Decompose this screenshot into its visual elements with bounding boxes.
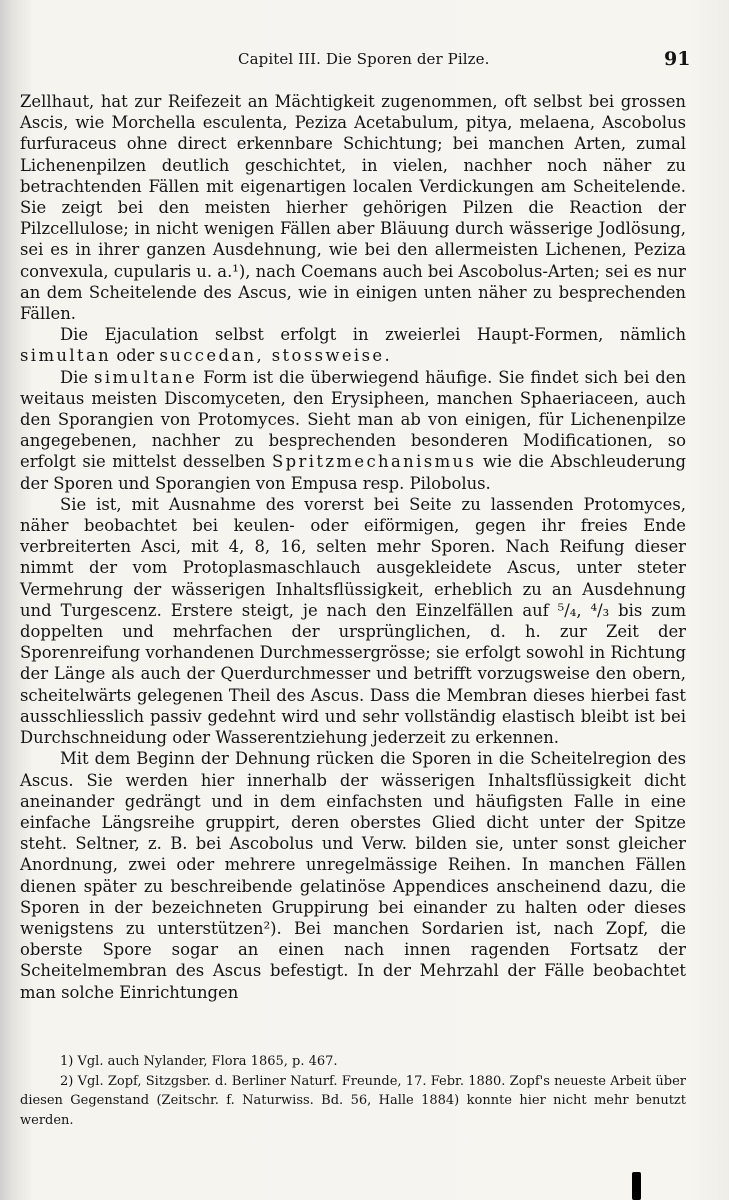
paragraph-2-text-b: oder [111, 346, 160, 366]
paragraph-3-text-c: wie die Abschleuderung der Sporen und Sporangien von Empusa resp. Pilobolus. [20, 452, 686, 493]
footnotes [20, 1052, 686, 1130]
page-number: 91 [664, 48, 691, 70]
main-text [20, 91, 686, 1003]
paragraph-2-text-a: Die Ejaculation selbst erfolgt in zweierlei Haupt-Formen, nämlich [60, 325, 686, 345]
paragraph-4: Sie ist, mit Ausnahme des vorerst bei Seite zu lassenden Protomyces, näher beobachtet bei keulen- oder eiförmigen, gegen ihr freies Ende verbreiterten Asci, mit 4, 8, 16, selten mehr Sporen. Nach Reifung dieser nimmt der vom Protoplasmaschlauch ausgekleidete Ascus, unter steter Vermehrung der wässerigen Inhaltsflüssigkeit, erheblich zu an Ausdehnung und Turgescenz. Erstere steigt, je nach den Einzelfällen auf ⁵/₄, ⁴/₃ bis zum doppelten und mehrfachen der ursprünglichen, d. h. zur Zeit der Sporenreifung vorhandenen Durchmessergrösse; sie erfolgt sowohl in Richtung der Länge als auch der Querdurchmesser und betrifft vorzugsweise den obern, scheitelwärts gelegenen Theil des Ascus. Dass die Membran dieses hierbei fast ausschliesslich passiv gedehnt wird und sehr vollständig elastisch bleibt ist bei Durchschneidung oder Wasserentziehung jederzeit zu erkennen. [20, 494, 686, 748]
paragraph-3-text-b: Form ist die überwiegend häufige. Sie findet sich bei den weitaus meisten Discomyceten, den Erysipheen, manchen Sphaeriaceen, auch den Sporangien von Protomyces. Sieht man ab von einigen, für Lichenenpilze angegebenen, nachher zu besprechenden besonderen Modificationen, so erfolgt sie mittelst desselben [20, 367, 687, 472]
footnote-1: 1) Vgl. auch Nylander, Flora 1865, p. 467. [60, 1054, 338, 1069]
spaced-term-simultane: simultane [94, 367, 198, 387]
paragraph-1: Zellhaut, hat zur Reifezeit an Mächtigkeit zugenommen, oft selbst bei grossen Ascis, wie Morchella esculenta, Peziza Acetabulum, pitya, melaena, Ascobolus furfuraceus ohne direct erkennbare Schichtung; bei manchen Arten, zumal Lichenenpilzen deutlich geschichtet, in vielen, nachher noch näher zu betrachtenden Fällen mit eigenartigen localen Verdickungen am Scheitelende. Sie zeigt bei den meisten hierher gehörigen Pilzen die Reaction der Pilzcellulose; in nicht wenigen Fällen aber Bläuung durch wässerige Jodlösung, sei es in ihrer ganzen Ausdehnung, wie bei den allermeisten Lichenen, Peziza convexula, cupularis u. a.¹), nach Coemans auch bei Ascobolus-Arten; sei es nur an dem Scheitelende des Ascus, wie in einigen unten näher zu besprechenden Fällen. [20, 92, 686, 324]
footnote-2: 2) Vgl. Zopf, Sitzgsber. d. Berliner Naturf. Freunde, 17. Febr. 1880. Zopf's neueste Arbeit über diesen Gegenstand (Zeitschr. f. Naturwiss. Bd. 56, Halle 1884) konnte hier nicht mehr benutzt werden. [20, 1073, 686, 1128]
running-title: Capitel III. Die Sporen der Pilze. [238, 50, 490, 68]
page-header [0, 48, 729, 76]
scan-edge-mark [632, 1172, 641, 1200]
paragraph-3-text-a: Die [60, 367, 95, 387]
paragraph-3 [20, 367, 686, 494]
paragraph-5: Mit dem Beginn der Dehnung rücken die Sporen in die Scheitelregion des Ascus. Sie werden hier innerhalb der wässerigen Inhaltsflüssigkeit dicht aneinander gedrängt und in dem einfachsten und häufigsten Falle in eine einfache Längsreihe gruppirt, deren oberstes Glied dicht unter der Spitze steht. Seltner, z. B. bei Ascobolus und Verw. bilden sie, unter sonst gleicher Anordnung, zwei oder mehrere unregelmässige Reihen. In manchen Fällen dienen später zu beschreibende gelatinöse Appendices anscheinend dazu, die Sporen in der bezeichneten Gruppirung bei einander zu halten oder dieses wenigstens zu unterstützen²). Bei manchen Sordarien ist, nach Zopf, die oberste Spore sogar an einen nach innen ragenden Fortsatz der Scheitelmembran des Ascus befestigt. In der Mehrzahl der Fälle beobachtet man solche Einrichtungen [20, 749, 686, 1002]
spaced-term-simultan: simultan [20, 346, 112, 366]
paragraph-2 [20, 324, 686, 366]
spaced-term-succedan: succedan, stossweise. [159, 346, 393, 366]
spaced-term-spritzmechanismus: Spritzmechanismus [272, 452, 477, 472]
